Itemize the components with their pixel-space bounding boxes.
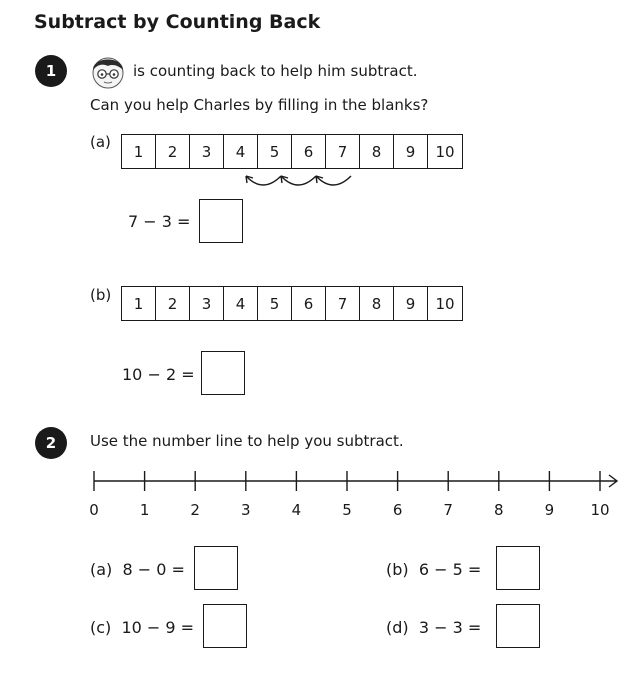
track-cell: 3 [190, 287, 224, 320]
track-cell: 2 [156, 287, 190, 320]
track-cell: 8 [360, 287, 394, 320]
number-line-label: 9 [544, 501, 555, 519]
item-c-label: (c) [90, 618, 112, 637]
track-cell: 7 [326, 287, 360, 320]
answer-box-2c[interactable] [203, 604, 247, 648]
counting-back-arrows [121, 168, 475, 194]
track-cell: 8 [360, 135, 394, 168]
number-line-label: 8 [494, 501, 504, 519]
number-line-label: 1 [139, 501, 150, 519]
item-d-label: (d) [386, 618, 409, 637]
track-cell: 4 [224, 135, 258, 168]
track-cell: 2 [156, 135, 190, 168]
track-cell: 6 [292, 287, 326, 320]
item-b-label: (b) [386, 560, 409, 579]
number-line-label: 2 [190, 501, 200, 519]
track-cell: 7 [326, 135, 360, 168]
track-cell: 4 [224, 287, 258, 320]
item-c-equation: 10 − 9 = [121, 618, 195, 637]
number-line-label: 3 [241, 501, 251, 519]
question-1-badge [35, 55, 67, 87]
track-cell: 10 [435, 294, 455, 313]
answer-box-2a[interactable] [194, 546, 238, 590]
track-cell: 9 [394, 135, 428, 168]
item-a-equation: 8 − 0 = [122, 560, 185, 579]
item-b-equation: 6 − 5 = [418, 560, 482, 579]
item-a [90, 560, 185, 579]
answer-box-1a[interactable] [199, 199, 243, 243]
number-line [88, 468, 624, 494]
answer-box-1b[interactable] [201, 351, 245, 395]
question-2-prompt: Use the number line to help you subtract. [90, 432, 404, 450]
track-cell: 5 [258, 287, 292, 320]
page-title: Subtract by Counting Back [34, 11, 321, 33]
track-cell: 10 [435, 142, 455, 161]
question-1-prompt: Can you help Charles by filling in the blanks? [90, 96, 429, 114]
question-number: 2 [45, 434, 57, 452]
item-d [386, 618, 481, 637]
question-number: 1 [45, 62, 57, 80]
equation-1b: 10 − 2 = [122, 365, 195, 384]
number-line-label: 6 [392, 501, 403, 519]
number-line-label: 7 [443, 501, 453, 519]
part-a-label: (a) [90, 133, 111, 151]
equation-1a: 7 − 3 = [128, 212, 191, 231]
charles-avatar-icon [88, 51, 128, 91]
item-d-equation: 3 − 3 = [418, 618, 482, 637]
item-b [386, 560, 481, 579]
question-2-badge [35, 427, 67, 459]
question-1-intro: is counting back to help him subtract. [133, 62, 418, 80]
track-cell: 5 [258, 135, 292, 168]
number-line-label: 5 [342, 501, 352, 519]
track-cell: 3 [190, 135, 224, 168]
part-b-label: (b) [90, 286, 112, 304]
number-track-b [121, 286, 463, 321]
item-a-label: (a) [90, 560, 113, 579]
track-cell: 6 [292, 135, 326, 168]
answer-box-2d[interactable] [496, 604, 540, 648]
track-cell: 1 [122, 287, 156, 320]
number-line-label: 10 [590, 501, 610, 519]
number-line-label: 0 [89, 501, 99, 519]
answer-box-2b[interactable] [496, 546, 540, 590]
track-cell: 9 [394, 287, 428, 320]
number-line-label: 4 [291, 501, 302, 519]
number-track-a [121, 134, 463, 169]
item-c [90, 618, 194, 637]
track-cell: 1 [122, 135, 156, 168]
